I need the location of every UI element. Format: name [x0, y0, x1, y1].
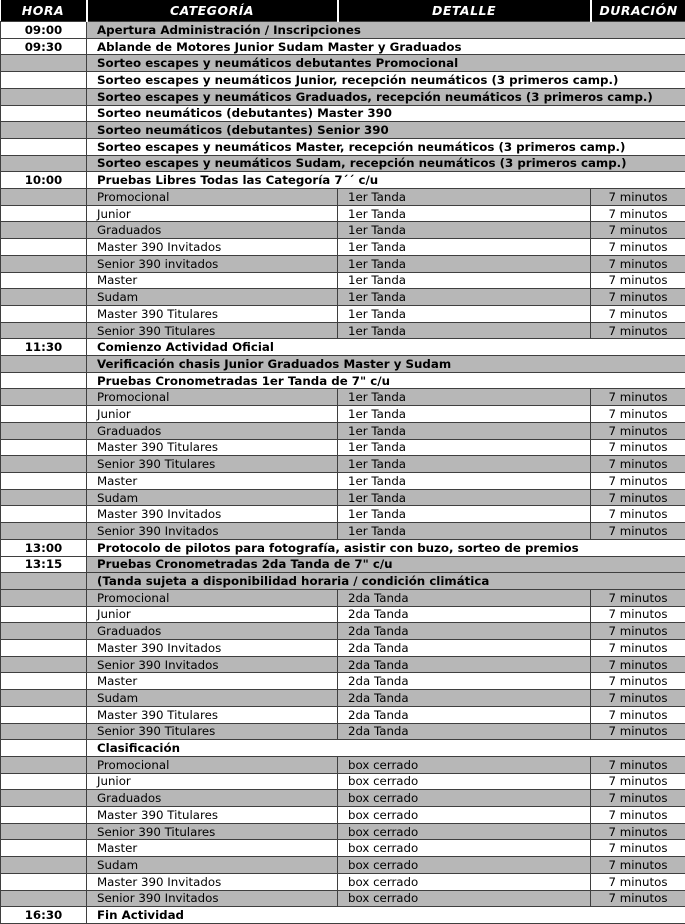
- duracion-cell: 7 minutos: [591, 640, 685, 657]
- hora-cell: [1, 439, 87, 456]
- hora-cell: [1, 155, 87, 172]
- hora-cell: [1, 222, 87, 239]
- categoria-cell: Senior 390 Titulares: [87, 823, 338, 840]
- section-title: Fin Actividad: [87, 907, 685, 924]
- categoria-cell: Master 390 Invitados: [87, 239, 338, 256]
- hora-cell: [1, 723, 87, 740]
- detalle-cell: box cerrado: [338, 790, 591, 807]
- schedule-item-row: [1, 255, 685, 272]
- hora-cell: [1, 272, 87, 289]
- duracion-cell: 7 minutos: [591, 673, 685, 690]
- schedule-section-row: [1, 573, 685, 590]
- hora-cell: [1, 690, 87, 707]
- duracion-cell: 7 minutos: [591, 623, 685, 640]
- categoria-cell: Junior: [87, 406, 338, 423]
- schedule-item-row: [1, 305, 685, 322]
- schedule-item-row: [1, 389, 685, 406]
- header-hora: HORA: [1, 0, 87, 22]
- schedule-item-row: [1, 506, 685, 523]
- schedule-item-row: [1, 189, 685, 206]
- schedule-item-row: [1, 489, 685, 506]
- categoria-cell: Junior: [87, 773, 338, 790]
- detalle-cell: 2da Tanda: [338, 656, 591, 673]
- detalle-cell: box cerrado: [338, 773, 591, 790]
- hora-cell: [1, 138, 87, 155]
- schedule-item-row: [1, 406, 685, 423]
- schedule-item-row: [1, 756, 685, 773]
- categoria-cell: Graduados: [87, 623, 338, 640]
- hora-cell: [1, 422, 87, 439]
- hora-cell: [1, 489, 87, 506]
- duracion-cell: 7 minutos: [591, 422, 685, 439]
- duracion-cell: 7 minutos: [591, 239, 685, 256]
- detalle-cell: box cerrado: [338, 807, 591, 824]
- section-title: Clasificación: [87, 740, 685, 757]
- hora-cell: [1, 305, 87, 322]
- duracion-cell: 7 minutos: [591, 807, 685, 824]
- duracion-cell: 7 minutos: [591, 656, 685, 673]
- detalle-cell: 1er Tanda: [338, 523, 591, 540]
- categoria-cell: Promocional: [87, 756, 338, 773]
- schedule-item-row: [1, 589, 685, 606]
- hora-cell: 16:30: [1, 907, 87, 924]
- hora-cell: [1, 72, 87, 89]
- hora-cell: [1, 356, 87, 373]
- duracion-cell: 7 minutos: [591, 890, 685, 907]
- header-detalle: DETALLE: [338, 0, 591, 22]
- duracion-cell: 7 minutos: [591, 690, 685, 707]
- detalle-cell: box cerrado: [338, 890, 591, 907]
- schedule-header: [1, 0, 685, 22]
- hora-cell: [1, 640, 87, 657]
- schedule-item-row: [1, 723, 685, 740]
- detalle-cell: 1er Tanda: [338, 389, 591, 406]
- categoria-cell: Master 390 Invitados: [87, 506, 338, 523]
- hora-cell: [1, 656, 87, 673]
- schedule-item-row: [1, 823, 685, 840]
- detalle-cell: 1er Tanda: [338, 205, 591, 222]
- duracion-cell: 7 minutos: [591, 756, 685, 773]
- categoria-cell: Sudam: [87, 857, 338, 874]
- duracion-cell: 7 minutos: [591, 589, 685, 606]
- hora-cell: 09:30: [1, 38, 87, 55]
- schedule-item-row: [1, 807, 685, 824]
- schedule-section-row: [1, 740, 685, 757]
- detalle-cell: 1er Tanda: [338, 472, 591, 489]
- section-title: Comienzo Actividad Oficial: [87, 339, 685, 356]
- schedule-item-row: [1, 706, 685, 723]
- hora-cell: [1, 506, 87, 523]
- schedule-item-row: [1, 239, 685, 256]
- hora-cell: [1, 890, 87, 907]
- hora-cell: [1, 740, 87, 757]
- detalle-cell: box cerrado: [338, 756, 591, 773]
- schedule-item-row: [1, 857, 685, 874]
- categoria-cell: Senior 390 Titulares: [87, 723, 338, 740]
- schedule-section-row: [1, 372, 685, 389]
- detalle-cell: 1er Tanda: [338, 422, 591, 439]
- section-title: Pruebas Cronometradas 2da Tanda de 7" c/u: [87, 556, 685, 573]
- hora-cell: 09:00: [1, 22, 87, 39]
- schedule-item-row: [1, 890, 685, 907]
- schedule-item-row: [1, 623, 685, 640]
- hora-cell: [1, 122, 87, 139]
- hora-cell: 10:00: [1, 172, 87, 189]
- categoria-cell: Sudam: [87, 289, 338, 306]
- schedule-item-row: [1, 272, 685, 289]
- duracion-cell: 7 minutos: [591, 322, 685, 339]
- hora-cell: [1, 523, 87, 540]
- schedule-section-row: [1, 339, 685, 356]
- detalle-cell: 2da Tanda: [338, 690, 591, 707]
- categoria-cell: Senior 390 invitados: [87, 255, 338, 272]
- detalle-cell: 1er Tanda: [338, 506, 591, 523]
- schedule-section-row: [1, 38, 685, 55]
- schedule-section-row: [1, 155, 685, 172]
- hora-cell: [1, 589, 87, 606]
- detalle-cell: box cerrado: [338, 857, 591, 874]
- section-title: Pruebas Libres Todas las Categoría 7´´ c/u: [87, 172, 685, 189]
- schedule-item-row: [1, 673, 685, 690]
- hora-cell: [1, 372, 87, 389]
- hora-cell: [1, 472, 87, 489]
- hora-cell: [1, 773, 87, 790]
- categoria-cell: Junior: [87, 606, 338, 623]
- schedule-section-row: [1, 907, 685, 924]
- hora-cell: [1, 189, 87, 206]
- categoria-cell: Master 390 Titulares: [87, 439, 338, 456]
- duracion-cell: 7 minutos: [591, 606, 685, 623]
- schedule-section-row: [1, 356, 685, 373]
- hora-cell: [1, 456, 87, 473]
- duracion-cell: 7 minutos: [591, 489, 685, 506]
- detalle-cell: 1er Tanda: [338, 456, 591, 473]
- section-title: Ablande de Motores Junior Sudam Master y Graduados: [87, 38, 685, 55]
- schedule-item-row: [1, 422, 685, 439]
- hora-cell: [1, 790, 87, 807]
- schedule-item-row: [1, 873, 685, 890]
- header-row: [1, 0, 685, 22]
- hora-cell: [1, 873, 87, 890]
- hora-cell: [1, 88, 87, 105]
- schedule-item-row: [1, 840, 685, 857]
- schedule-item-row: [1, 523, 685, 540]
- duracion-cell: 7 minutos: [591, 222, 685, 239]
- hora-cell: [1, 857, 87, 874]
- section-title: (Tanda sujeta a disponibilidad horaria / condición climática: [87, 573, 685, 590]
- hora-cell: [1, 239, 87, 256]
- header-categoria: CATEGORÍA: [87, 0, 338, 22]
- duracion-cell: 7 minutos: [591, 472, 685, 489]
- categoria-cell: Senior 390 Invitados: [87, 656, 338, 673]
- duracion-cell: 7 minutos: [591, 389, 685, 406]
- hora-cell: [1, 706, 87, 723]
- schedule-item-row: [1, 205, 685, 222]
- duracion-cell: 7 minutos: [591, 706, 685, 723]
- duracion-cell: 7 minutos: [591, 523, 685, 540]
- duracion-cell: 7 minutos: [591, 439, 685, 456]
- hora-cell: 11:30: [1, 339, 87, 356]
- schedule-section-row: [1, 105, 685, 122]
- section-title: Verificación chasis Junior Graduados Master y Sudam: [87, 356, 685, 373]
- schedule-item-row: [1, 656, 685, 673]
- detalle-cell: 2da Tanda: [338, 589, 591, 606]
- categoria-cell: Master 390 Invitados: [87, 873, 338, 890]
- schedule-section-row: [1, 138, 685, 155]
- detalle-cell: 1er Tanda: [338, 489, 591, 506]
- detalle-cell: 1er Tanda: [338, 406, 591, 423]
- schedule-body: [1, 22, 685, 924]
- categoria-cell: Graduados: [87, 422, 338, 439]
- categoria-cell: Junior: [87, 205, 338, 222]
- categoria-cell: Master 390 Titulares: [87, 305, 338, 322]
- detalle-cell: 1er Tanda: [338, 289, 591, 306]
- hora-cell: [1, 389, 87, 406]
- categoria-cell: Master 390 Invitados: [87, 640, 338, 657]
- hora-cell: [1, 322, 87, 339]
- detalle-cell: box cerrado: [338, 873, 591, 890]
- detalle-cell: 1er Tanda: [338, 305, 591, 322]
- schedule-section-row: [1, 172, 685, 189]
- duracion-cell: 7 minutos: [591, 773, 685, 790]
- detalle-cell: 1er Tanda: [338, 272, 591, 289]
- schedule-item-row: [1, 472, 685, 489]
- section-title: Sorteo neumáticos (debutantes) Senior 390: [87, 122, 685, 139]
- categoria-cell: Senior 390 Invitados: [87, 890, 338, 907]
- detalle-cell: 1er Tanda: [338, 255, 591, 272]
- detalle-cell: 2da Tanda: [338, 723, 591, 740]
- schedule-item-row: [1, 322, 685, 339]
- schedule-item-row: [1, 289, 685, 306]
- hora-cell: [1, 55, 87, 72]
- hora-cell: [1, 105, 87, 122]
- schedule-section-row: [1, 55, 685, 72]
- detalle-cell: 1er Tanda: [338, 222, 591, 239]
- detalle-cell: 2da Tanda: [338, 706, 591, 723]
- hora-cell: [1, 807, 87, 824]
- hora-cell: 13:00: [1, 539, 87, 556]
- schedule-section-row: [1, 556, 685, 573]
- duracion-cell: 7 minutos: [591, 873, 685, 890]
- section-title: Sorteo escapes y neumáticos Sudam, recepción neumáticos (3 primeros camp.): [87, 155, 685, 172]
- section-title: Sorteo escapes y neumáticos Master, recepción neumáticos (3 primeros camp.): [87, 138, 685, 155]
- duracion-cell: 7 minutos: [591, 305, 685, 322]
- section-title: Sorteo neumáticos (debutantes) Master 390: [87, 105, 685, 122]
- schedule-item-row: [1, 456, 685, 473]
- schedule-item-row: [1, 439, 685, 456]
- schedule-section-row: [1, 122, 685, 139]
- duracion-cell: 7 minutos: [591, 205, 685, 222]
- section-title: Sorteo escapes y neumáticos Graduados, recepción neumáticos (3 primeros camp.): [87, 88, 685, 105]
- hora-cell: [1, 673, 87, 690]
- categoria-cell: Master: [87, 472, 338, 489]
- hora-cell: [1, 255, 87, 272]
- categoria-cell: Senior 390 Invitados: [87, 523, 338, 540]
- hora-cell: [1, 623, 87, 640]
- categoria-cell: Sudam: [87, 489, 338, 506]
- hora-cell: [1, 289, 87, 306]
- duracion-cell: 7 minutos: [591, 289, 685, 306]
- categoria-cell: Promocional: [87, 189, 338, 206]
- duracion-cell: 7 minutos: [591, 790, 685, 807]
- hora-cell: 13:15: [1, 556, 87, 573]
- section-title: Apertura Administración / Inscripciones: [87, 22, 685, 39]
- categoria-cell: Master 390 Titulares: [87, 706, 338, 723]
- schedule-section-row: [1, 539, 685, 556]
- hora-cell: [1, 606, 87, 623]
- detalle-cell: box cerrado: [338, 840, 591, 857]
- schedule-section-row: [1, 88, 685, 105]
- duracion-cell: 7 minutos: [591, 406, 685, 423]
- categoria-cell: Sudam: [87, 690, 338, 707]
- detalle-cell: 1er Tanda: [338, 439, 591, 456]
- schedule-item-row: [1, 640, 685, 657]
- schedule-item-row: [1, 222, 685, 239]
- categoria-cell: Graduados: [87, 222, 338, 239]
- duracion-cell: 7 minutos: [591, 272, 685, 289]
- categoria-cell: Senior 390 Titulares: [87, 322, 338, 339]
- categoria-cell: Promocional: [87, 589, 338, 606]
- duracion-cell: 7 minutos: [591, 255, 685, 272]
- duracion-cell: 7 minutos: [591, 506, 685, 523]
- duracion-cell: 7 minutos: [591, 857, 685, 874]
- header-duracion: DURACIÓN: [591, 0, 685, 22]
- hora-cell: [1, 573, 87, 590]
- section-title: Protocolo de pilotos para fotografía, asistir con buzo, sorteo de premios: [87, 539, 685, 556]
- hora-cell: [1, 840, 87, 857]
- hora-cell: [1, 756, 87, 773]
- schedule-item-row: [1, 690, 685, 707]
- categoria-cell: Master 390 Titulares: [87, 807, 338, 824]
- detalle-cell: 2da Tanda: [338, 673, 591, 690]
- hora-cell: [1, 823, 87, 840]
- categoria-cell: Graduados: [87, 790, 338, 807]
- section-title: Sorteo escapes y neumáticos debutantes Promocional: [87, 55, 685, 72]
- duracion-cell: 7 minutos: [591, 823, 685, 840]
- categoria-cell: Senior 390 Titulares: [87, 456, 338, 473]
- categoria-cell: Promocional: [87, 389, 338, 406]
- hora-cell: [1, 205, 87, 222]
- detalle-cell: 1er Tanda: [338, 322, 591, 339]
- duracion-cell: 7 minutos: [591, 723, 685, 740]
- duracion-cell: 7 minutos: [591, 189, 685, 206]
- hora-cell: [1, 406, 87, 423]
- schedule-item-row: [1, 606, 685, 623]
- categoria-cell: Master: [87, 840, 338, 857]
- categoria-cell: Master: [87, 272, 338, 289]
- detalle-cell: 2da Tanda: [338, 623, 591, 640]
- section-title: Pruebas Cronometradas 1er Tanda de 7" c/u: [87, 372, 685, 389]
- schedule-section-row: [1, 22, 685, 39]
- section-title: Sorteo escapes y neumáticos Junior, recepción neumáticos (3 primeros camp.): [87, 72, 685, 89]
- detalle-cell: box cerrado: [338, 823, 591, 840]
- detalle-cell: 2da Tanda: [338, 606, 591, 623]
- detalle-cell: 2da Tanda: [338, 640, 591, 657]
- duracion-cell: 7 minutos: [591, 456, 685, 473]
- detalle-cell: 1er Tanda: [338, 189, 591, 206]
- duracion-cell: 7 minutos: [591, 840, 685, 857]
- categoria-cell: Master: [87, 673, 338, 690]
- detalle-cell: 1er Tanda: [338, 239, 591, 256]
- schedule-section-row: [1, 72, 685, 89]
- schedule-item-row: [1, 773, 685, 790]
- schedule-item-row: [1, 790, 685, 807]
